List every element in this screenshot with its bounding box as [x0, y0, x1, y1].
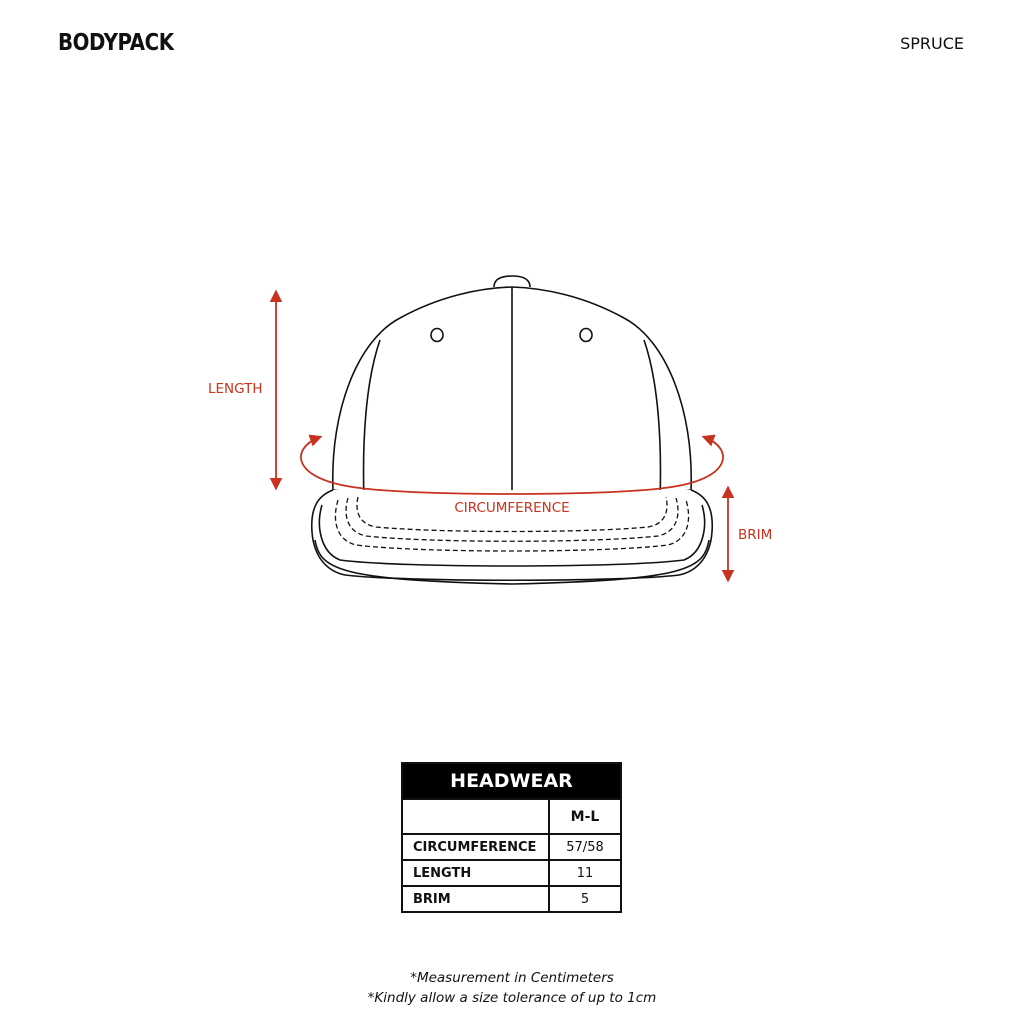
size-chart-title: HEADWEAR	[402, 763, 621, 799]
tolerance-note: *Kindly allow a size tolerance of up to 1cm	[367, 990, 657, 1006]
row-value: 57/58	[549, 834, 621, 860]
row-label: BRIM	[402, 886, 549, 912]
footnotes	[0, 968, 1024, 1008]
table-row	[402, 886, 621, 912]
unit-note: *Measurement in Centimeters	[410, 970, 614, 986]
row-value: 5	[549, 886, 621, 912]
brand-logo: BODYPACK	[58, 30, 174, 56]
product-name: SPRUCE	[900, 34, 964, 53]
table-row	[402, 860, 621, 886]
row-value: 11	[549, 860, 621, 886]
size-chart-corner	[402, 799, 549, 834]
size-chart-table	[401, 762, 622, 913]
row-label: CIRCUMFERENCE	[402, 834, 549, 860]
length-label: LENGTH	[208, 381, 263, 397]
size-column-header: M-L	[549, 799, 621, 834]
table-row	[402, 834, 621, 860]
row-label: LENGTH	[402, 860, 549, 886]
brim-label: BRIM	[738, 527, 773, 543]
circumference-label: CIRCUMFERENCE	[454, 500, 570, 516]
cap-icon	[312, 276, 713, 584]
